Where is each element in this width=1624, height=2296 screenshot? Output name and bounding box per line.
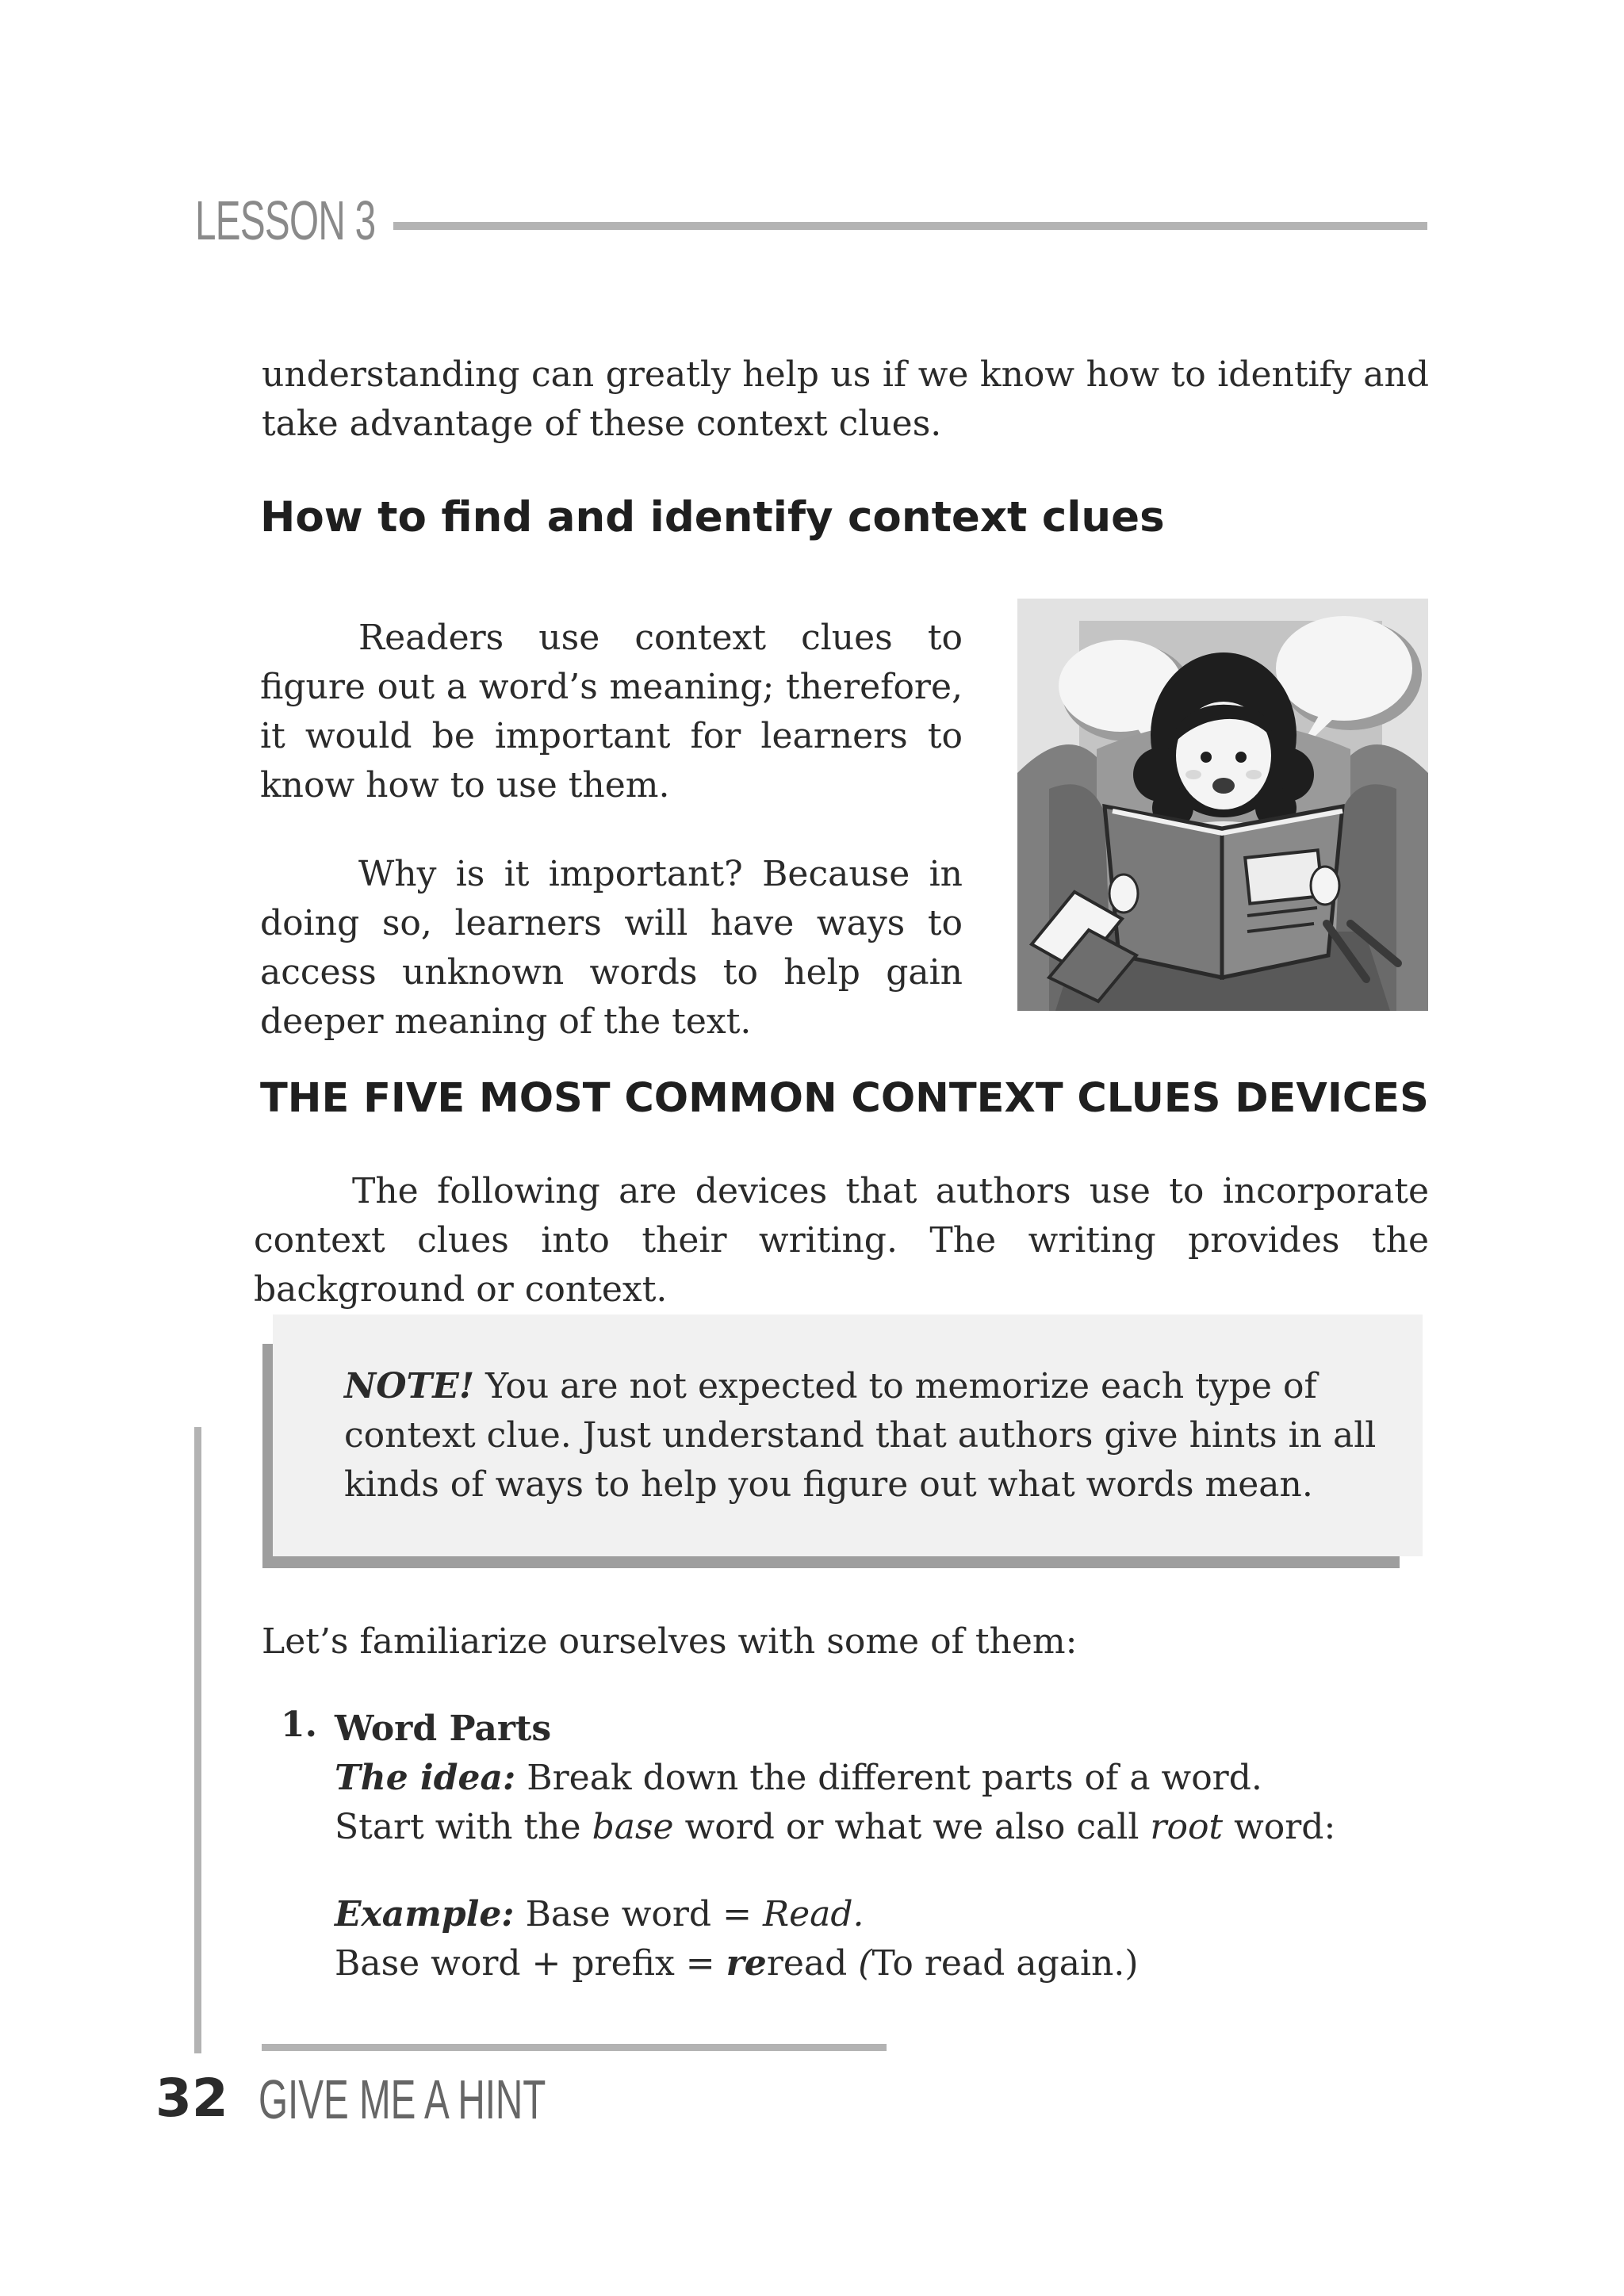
prefix-line bbox=[335, 1939, 1429, 1988]
example-text: Base word = bbox=[525, 1894, 752, 1934]
lesson-label: LESSON 3 bbox=[195, 189, 376, 251]
readers-paragraph: Readers use context clues to figure out a word’s meaning; therefore, it would be important for learners to know how to use them. bbox=[260, 618, 963, 806]
start-line bbox=[335, 1803, 1429, 1852]
prefix-rest: read bbox=[766, 1943, 848, 1984]
prefix-bold: re bbox=[726, 1943, 767, 1984]
note-body: You are not expected to memorize each type of context clue. Just understand that authors give hints in all kinds of ways to help you figure out what words mean. bbox=[344, 1366, 1377, 1505]
example-word: Read. bbox=[762, 1894, 864, 1934]
prefix-paren: ( bbox=[858, 1943, 872, 1984]
list-item-word-parts bbox=[335, 1705, 1429, 1988]
note-text bbox=[344, 1362, 1407, 1510]
prefix-pre: Base word + prefix = bbox=[335, 1943, 715, 1984]
familiarize-text: Let’s familiarize ourselves with some of them: bbox=[262, 1621, 1078, 1662]
page-number: 32 bbox=[155, 2068, 228, 2129]
idea-text: Break down the different parts of a word. bbox=[527, 1758, 1262, 1798]
idea-line bbox=[335, 1754, 1429, 1803]
intro-paragraph: understanding can greatly help us if we know how to identify and take advantage of these context clues. bbox=[262, 354, 1429, 444]
footer-divider bbox=[262, 2044, 887, 2051]
why-important-paragraph: Why is it important? Because in doing so, learners will have ways to access unknown words to help gain deeper meaning of the text. bbox=[260, 854, 963, 1042]
girl-reading-book-illustration bbox=[1017, 599, 1428, 1011]
example-label: Example: bbox=[335, 1894, 515, 1934]
side-divider bbox=[194, 1427, 201, 2053]
start-base: base bbox=[592, 1807, 674, 1847]
start-post: word: bbox=[1234, 1807, 1336, 1847]
start-root: root bbox=[1150, 1807, 1224, 1847]
idea-label: The idea: bbox=[335, 1758, 516, 1798]
section-heading-find-clues: How to find and identify context clues bbox=[260, 493, 1165, 541]
section-heading-five-devices: THE FIVE MOST COMMON CONTEXT CLUES DEVICES bbox=[260, 1075, 1429, 1122]
prefix-definition: To read again.) bbox=[871, 1943, 1139, 1984]
start-mid: word or what we also call bbox=[684, 1807, 1139, 1847]
book-title: GIVE ME A HINT bbox=[259, 2068, 546, 2130]
note-label: NOTE! bbox=[344, 1366, 475, 1406]
list-item-title: Word Parts bbox=[335, 1709, 552, 1749]
list-item-number: 1. bbox=[281, 1705, 317, 1745]
devices-paragraph: The following are devices that authors use to incorporate context clues into their writing. The writing provides the background or context. bbox=[254, 1171, 1429, 1310]
header-divider bbox=[393, 222, 1427, 230]
example-line bbox=[335, 1890, 1429, 1939]
start-pre: Start with the bbox=[335, 1807, 581, 1847]
